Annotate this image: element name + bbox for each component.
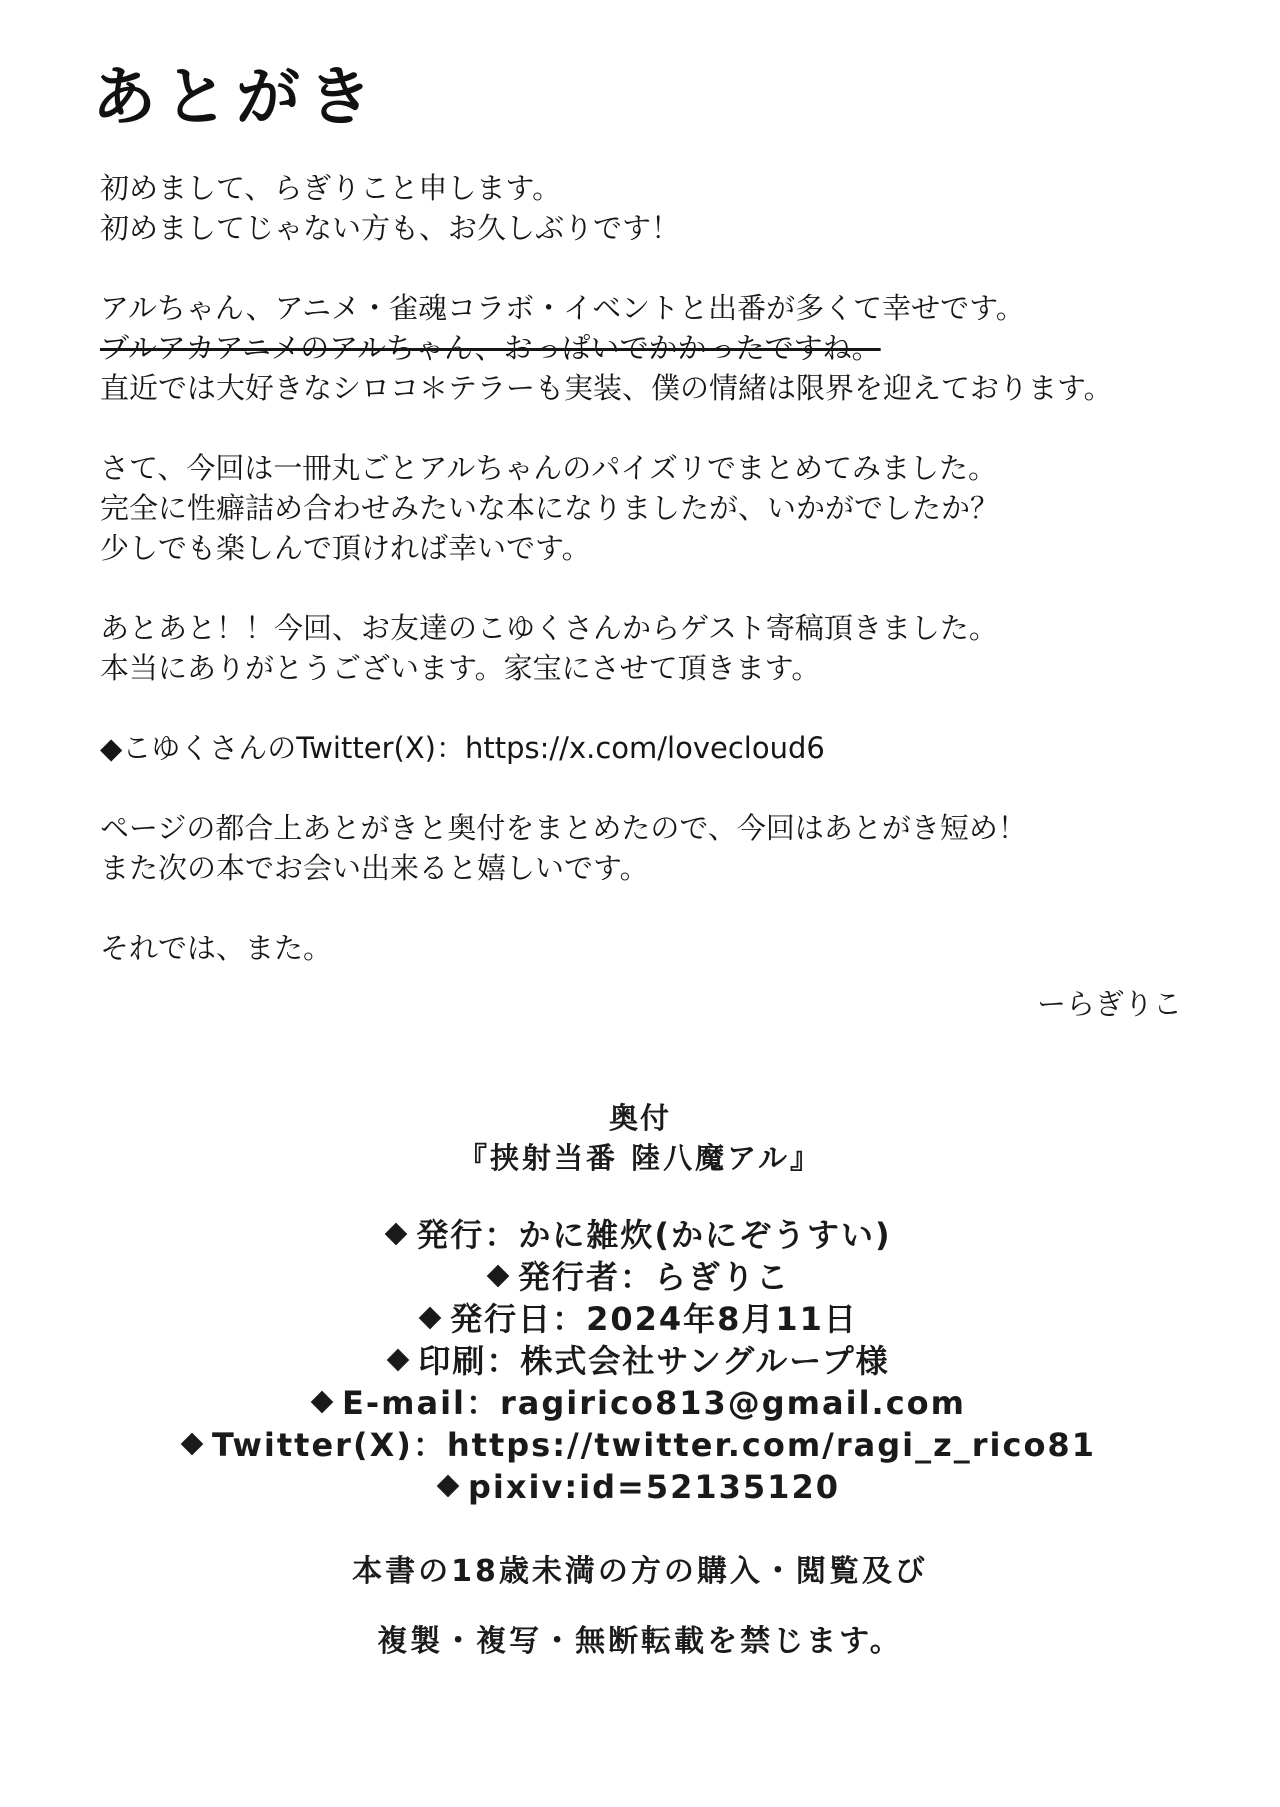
colophon-item-text: E-mail：ragirico813@gmail.com: [341, 1384, 966, 1422]
guest-twitter-link: ◆こゆくさんのTwitter(X)：https://x.com/lovecloud6: [100, 731, 825, 765]
colophon-item-issuer: [0, 1256, 1280, 1298]
colophon-item-printer: [0, 1340, 1280, 1382]
diamond-bullet-icon: [419, 1307, 442, 1330]
text-line: 初めまして、らぎりこと申します。: [100, 171, 562, 205]
colophon-item-text: Twitter(X)：https://twitter.com/ragi_z_rico81: [212, 1426, 1096, 1464]
colophon-item-text: pixiv:id=52135120: [468, 1468, 840, 1506]
paragraph-book: [100, 448, 1220, 568]
text-line: それでは、また。: [100, 931, 333, 965]
paragraph-closing: [100, 808, 1220, 888]
colophon-heading: 奥付: [608, 1101, 671, 1135]
colophon: [0, 1098, 1280, 1662]
afterword-body: [100, 168, 1220, 1008]
colophon-item-date: [0, 1298, 1280, 1340]
paragraph-farewell: [100, 928, 1220, 968]
colophon-item-publisher: [0, 1214, 1280, 1256]
colophon-item-text: 発行：かに雑炊(かにぞうすい): [416, 1216, 892, 1254]
author-signature: ーらぎりこ: [1036, 987, 1182, 1021]
struck-text-line: ブルアカアニメのアルちゃん、おっぱいでかかったですね。: [100, 331, 881, 365]
text-line: 完全に性癖詰め合わせみたいな本になりましたが、いかがでしたか？: [100, 491, 1000, 525]
diamond-bullet-icon: [487, 1265, 510, 1288]
diamond-bullet-icon: [437, 1475, 460, 1498]
diamond-bullet-icon: [311, 1391, 334, 1414]
colophon-item-text: 印刷：株式会社サングループ様: [418, 1342, 890, 1380]
text-line: ページの都合上あとがきと奥付をまとめたので、今回はあとがき短め！: [100, 811, 1027, 845]
text-line: アルちゃん、アニメ・雀魂コラボ・イベントと出番が多くて幸せです。: [100, 291, 1025, 325]
legal-notice-line: 本書の18歳未満の方の購入・閲覧及び: [352, 1554, 928, 1589]
text-line: 少しでも楽しんで頂ければ幸いです。: [100, 531, 591, 565]
colophon-item-pixiv: [0, 1466, 1280, 1508]
diamond-bullet-icon: [181, 1433, 204, 1456]
text-line: あとあと！！今回、お友達のこゆくさんからゲスト寄稿頂きました。: [100, 611, 998, 645]
colophon-item-email: [0, 1382, 1280, 1424]
text-line: 初めましてじゃない方も、お久しぶりです！: [100, 211, 681, 245]
diamond-bullet-icon: [385, 1223, 408, 1246]
text-line: 本当にありがとうございます。家宝にさせて頂きます。: [100, 651, 821, 685]
text-line: また次の本でお会い出来ると嬉しいです。: [100, 851, 649, 885]
paragraph-greeting: [100, 168, 1220, 248]
legal-notice-line: 複製・複写・無断転載を禁じます。: [377, 1624, 903, 1659]
colophon-item-text: 発行者：らぎりこ: [517, 1258, 790, 1296]
text-line: さて、今回は一冊丸ごとアルちゃんのパイズリでまとめてみました。: [100, 451, 997, 485]
paragraph-news: [100, 288, 1220, 408]
book-title: 『挟射当番 陸八魔アル』: [458, 1141, 822, 1175]
paragraph-guest-link: [100, 728, 1220, 768]
page-title: あとがき: [92, 61, 380, 135]
text-line: 直近では大好きなシロコ＊テラーも実装、僕の情緒は限界を迎えております。: [100, 371, 1113, 405]
colophon-item-text: 発行日：2024年8月11日: [450, 1300, 858, 1338]
diamond-bullet-icon: [387, 1349, 410, 1372]
paragraph-guest: [100, 608, 1220, 688]
colophon-item-twitter: [0, 1424, 1280, 1466]
